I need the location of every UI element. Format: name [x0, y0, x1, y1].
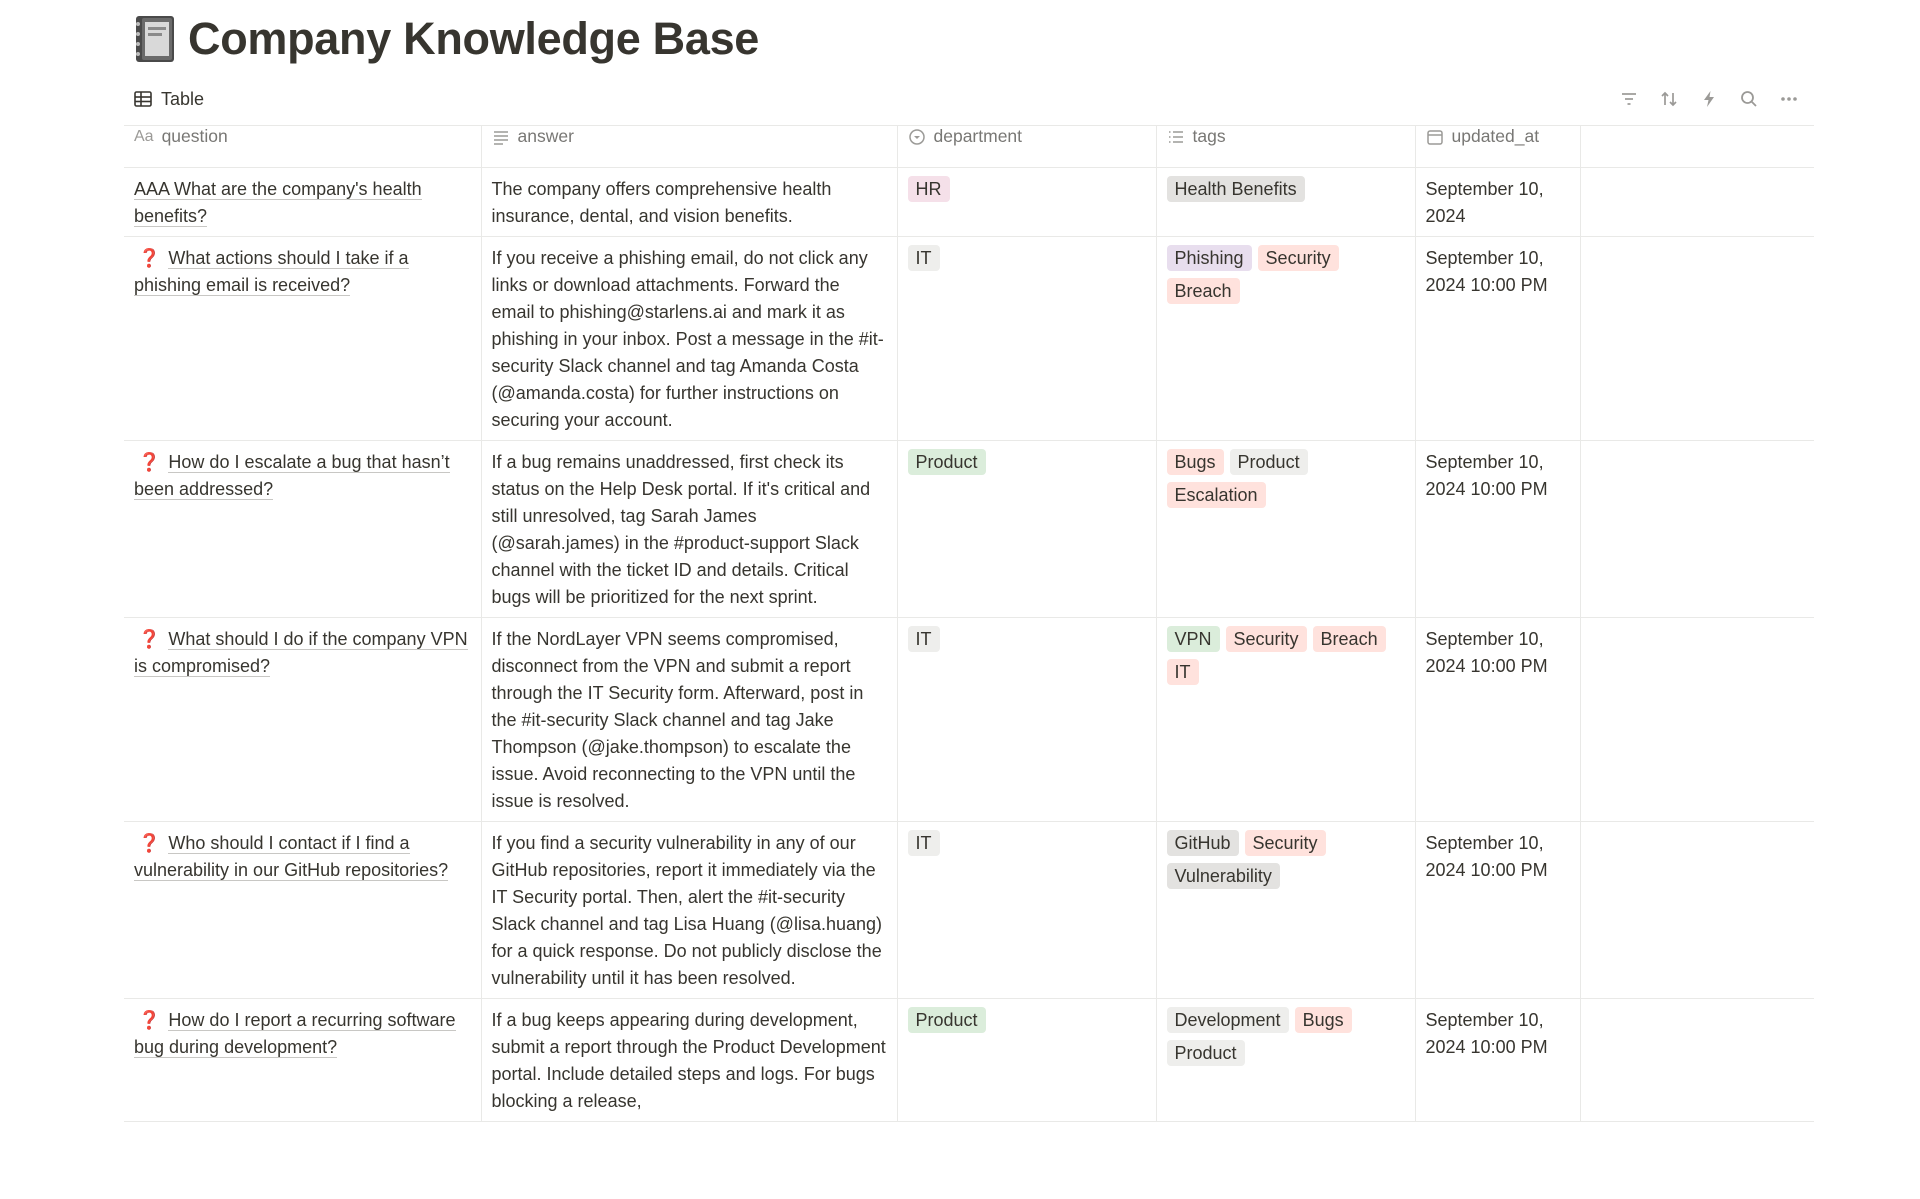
- cell-updated-at[interactable]: [1415, 237, 1580, 441]
- table-icon: [133, 89, 153, 109]
- cell-updated-at[interactable]: [1415, 168, 1580, 237]
- tag-chip: Bugs: [1167, 449, 1224, 475]
- cell-answer[interactable]: [481, 237, 897, 441]
- cell-question[interactable]: [124, 441, 481, 618]
- tag-chip: Vulnerability: [1167, 863, 1280, 889]
- column-header-answer[interactable]: [481, 126, 897, 168]
- list-icon: [1167, 128, 1185, 146]
- text-lines-icon: [492, 128, 510, 146]
- table-row[interactable]: [124, 441, 1814, 618]
- tag-chip: Breach: [1313, 626, 1386, 652]
- filter-button[interactable]: [1618, 88, 1640, 110]
- column-label-question: question: [161, 126, 228, 146]
- table-view-tab[interactable]: [133, 89, 204, 110]
- knowledge-table: [124, 125, 1814, 1122]
- cell-question[interactable]: [124, 618, 481, 822]
- cell-answer[interactable]: [481, 822, 897, 999]
- page-title: Company Knowledge Base: [188, 13, 760, 64]
- department-tag: IT: [908, 626, 940, 652]
- lightning-icon: [1699, 89, 1719, 109]
- title-row: [132, 12, 759, 66]
- cell-empty: [1580, 999, 1814, 1122]
- cell-tags[interactable]: [1156, 168, 1415, 237]
- more-icon: [1779, 89, 1799, 109]
- department-tag: IT: [908, 830, 940, 856]
- table-row[interactable]: [124, 618, 1814, 822]
- tag-chip: Security: [1226, 626, 1307, 652]
- department-tag: IT: [908, 245, 940, 271]
- cell-tags[interactable]: [1156, 999, 1415, 1122]
- cell-updated-at[interactable]: [1415, 441, 1580, 618]
- cell-empty: [1580, 168, 1814, 237]
- cell-question[interactable]: [124, 999, 481, 1122]
- cell-question[interactable]: [124, 168, 481, 237]
- updated-at-text: September 10, 2024 10:00 PM: [1425, 1010, 1548, 1057]
- tag-chip: Health Benefits: [1167, 176, 1305, 202]
- updated-at-text: September 10, 2024 10:00 PM: [1425, 452, 1548, 499]
- column-header-empty: [1580, 126, 1814, 168]
- toolbar-actions: [1618, 88, 1800, 110]
- answer-text: If the NordLayer VPN seems compromised, disconnect from the VPN and submit a report through the IT Security form. Afterward, post in the #it-security Slack channel and tag Jake Thompson (@jake.thompson) to escalate the issue. Avoid reconnecting to the VPN until the issue is resolved.: [491, 629, 864, 811]
- cell-answer[interactable]: [481, 168, 897, 237]
- tag-chip: Product: [1167, 1040, 1245, 1066]
- column-label-answer: answer: [517, 126, 574, 146]
- answer-text: If you find a security vulnerability in any of our GitHub repositories, report it immediately via the IT Security portal. Then, alert the #it-security Slack channel and tag Lisa Huang (@lisa.huang) for a quick response. Do not publicly disclose the vulnerability until it has been resolved.: [491, 833, 883, 988]
- cell-empty: [1580, 237, 1814, 441]
- department-tag: Product: [908, 449, 986, 475]
- cell-question[interactable]: [124, 822, 481, 999]
- question-text[interactable]: What actions should I take if a phishing email is received?: [134, 248, 409, 295]
- updated-at-text: September 10, 2024 10:00 PM: [1425, 248, 1548, 295]
- table-row[interactable]: [124, 822, 1814, 999]
- text-property-icon: Aa: [134, 127, 154, 145]
- cell-tags[interactable]: [1156, 822, 1415, 999]
- cell-department[interactable]: [897, 618, 1156, 822]
- answer-text: If a bug keeps appearing during development, submit a report through the Product Development portal. Include detailed steps and logs. For bugs blocking a release,: [491, 1010, 886, 1111]
- search-icon: [1739, 89, 1759, 109]
- answer-text: The company offers comprehensive health insurance, dental, and vision benefits.: [491, 179, 832, 226]
- question-text[interactable]: How do I report a recurring software bug during development?: [134, 1010, 456, 1057]
- column-header-tags[interactable]: [1156, 126, 1415, 168]
- updated-at-text: September 10, 2024: [1425, 179, 1544, 226]
- cell-updated-at[interactable]: [1415, 999, 1580, 1122]
- cell-updated-at[interactable]: [1415, 618, 1580, 822]
- sort-button[interactable]: [1658, 88, 1680, 110]
- column-label-tags: tags: [1192, 126, 1226, 146]
- column-label-updated-at: updated_at: [1451, 126, 1540, 146]
- table-row[interactable]: [124, 999, 1814, 1122]
- tag-chip: Security: [1245, 830, 1326, 856]
- cell-empty: [1580, 618, 1814, 822]
- cell-answer[interactable]: [481, 618, 897, 822]
- cell-empty: [1580, 822, 1814, 999]
- automation-button[interactable]: [1698, 88, 1720, 110]
- table-row[interactable]: [124, 237, 1814, 441]
- question-mark-icon: ❓: [138, 833, 161, 853]
- sort-icon: [1659, 89, 1679, 109]
- calendar-icon: [1426, 128, 1444, 146]
- filter-icon: [1619, 89, 1639, 109]
- cell-question[interactable]: [124, 237, 481, 441]
- answer-text: If you receive a phishing email, do not click any links or download attachments. Forward the email to phishing@starlens.ai and mark it as phishing in your inbox. Post a message in the #it-security Slack channel and tag Amanda Costa (@amanda.costa) for further instructions on securing your account.: [491, 248, 884, 430]
- updated-at-text: September 10, 2024 10:00 PM: [1425, 833, 1548, 880]
- select-property-icon: [908, 128, 926, 146]
- cell-answer[interactable]: [481, 441, 897, 618]
- tag-chip: Security: [1258, 245, 1339, 271]
- question-mark-icon: ❓: [138, 248, 161, 268]
- cell-updated-at[interactable]: [1415, 822, 1580, 999]
- question-text[interactable]: How do I escalate a bug that hasn’t been addressed?: [134, 452, 450, 499]
- updated-at-text: September 10, 2024 10:00 PM: [1425, 629, 1548, 676]
- tag-chip: Bugs: [1295, 1007, 1352, 1033]
- tag-chip: Escalation: [1167, 482, 1266, 508]
- search-button[interactable]: [1738, 88, 1760, 110]
- question-text[interactable]: AAA What are the company's health benefits?: [134, 179, 422, 226]
- department-tag: Product: [908, 1007, 986, 1033]
- question-mark-icon: ❓: [138, 452, 161, 472]
- cell-tags[interactable]: [1156, 237, 1415, 441]
- tag-chip: VPN: [1167, 626, 1220, 652]
- tag-chip: Breach: [1167, 278, 1240, 304]
- view-label: Table: [161, 88, 205, 109]
- cell-department[interactable]: [897, 822, 1156, 999]
- cell-department[interactable]: [897, 999, 1156, 1122]
- table-row[interactable]: [124, 168, 1814, 237]
- tag-chip: Development: [1167, 1007, 1289, 1033]
- header-row: [124, 126, 1814, 168]
- notebook-icon: [132, 14, 178, 64]
- department-tag: HR: [908, 176, 950, 202]
- cell-tags[interactable]: [1156, 618, 1415, 822]
- column-header-department[interactable]: [897, 126, 1156, 168]
- column-header-question[interactable]: [124, 126, 481, 168]
- tag-chip: GitHub: [1167, 830, 1239, 856]
- column-label-department: department: [933, 126, 1023, 146]
- question-text[interactable]: What should I do if the company VPN is compromised?: [134, 629, 468, 676]
- tag-chip: Product: [1230, 449, 1308, 475]
- cell-department[interactable]: [897, 441, 1156, 618]
- cell-answer[interactable]: [481, 999, 897, 1122]
- cell-department[interactable]: [897, 168, 1156, 237]
- more-options-button[interactable]: [1778, 88, 1800, 110]
- answer-text: If a bug remains unaddressed, first check its status on the Help Desk portal. If it's critical and still unresolved, tag Sarah James (@sarah.james) in the #product-support Slack channel with the ticket ID and details. Critical bugs will be prioritized for the next sprint.: [491, 452, 871, 607]
- question-text[interactable]: Who should I contact if I find a vulnerability in our GitHub repositories?: [134, 833, 449, 880]
- cell-tags[interactable]: [1156, 441, 1415, 618]
- tag-chip: IT: [1167, 659, 1199, 685]
- tag-chip: Phishing: [1167, 245, 1252, 271]
- question-mark-icon: ❓: [138, 1010, 161, 1030]
- cell-empty: [1580, 441, 1814, 618]
- table-body: [124, 168, 1814, 1122]
- question-mark-icon: ❓: [138, 629, 161, 649]
- view-bar: [133, 86, 1814, 112]
- cell-department[interactable]: [897, 237, 1156, 441]
- column-header-updated-at[interactable]: [1415, 126, 1580, 168]
